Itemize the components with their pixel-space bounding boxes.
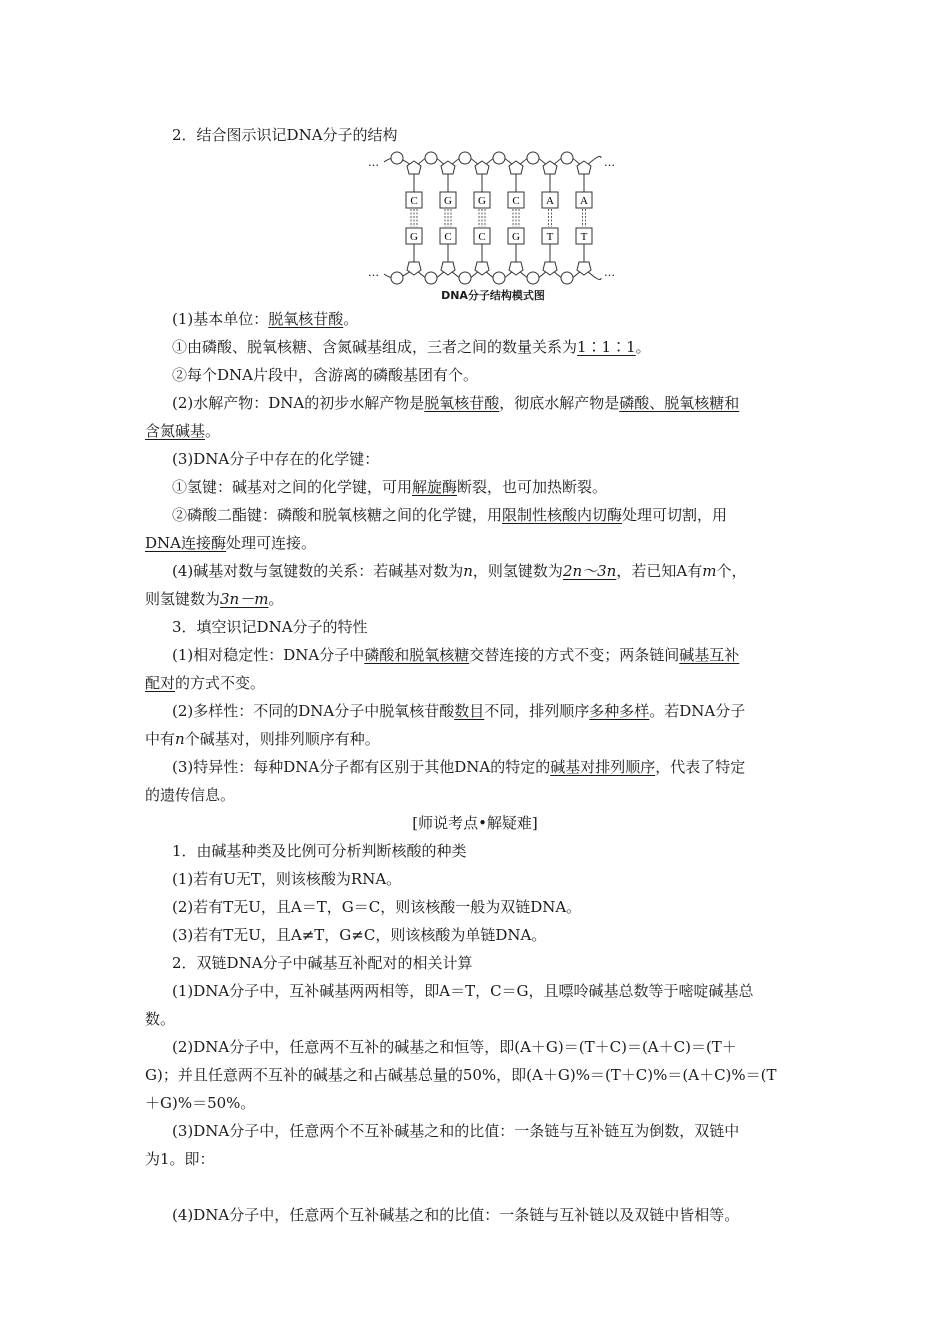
text-line: (1)若有U无T，则该核酸为RNA。	[172, 870, 402, 888]
figure-caption: DNA分子结构模式图	[441, 289, 545, 302]
phosphate-circle	[425, 152, 437, 164]
phosphate-circle	[561, 152, 573, 164]
base-label-top: G	[478, 195, 486, 207]
base-label-top: A	[546, 195, 554, 207]
section-heading-properties: 3．填空识记DNA分子的特性	[172, 618, 368, 636]
text-line: (3)特异性：每种DNA分子都有区别于其他DNA的特定的碱基对排列顺序，代表了特定	[172, 758, 746, 776]
text-line: (2)多样性：不同的DNA分子中脱氧核苷酸数目不同，排列顺序多种多样。若DNA分子	[172, 702, 746, 720]
text-line: (1)相对稳定性：DNA分子中磷酸和脱氧核糖交替连接的方式不变；两条链间碱基互补	[172, 646, 740, 664]
dna-figure-content	[384, 152, 601, 284]
text-line: (4)碱基对数与氢键数的关系：若碱基对数为n，则氢键数为2n～3n，若已知A有m个，	[172, 562, 747, 580]
phosphate-circle	[527, 272, 539, 284]
section-heading: 2．双链DNA分子中碱基互补配对的相关计算	[172, 954, 473, 972]
phosphate-circle	[459, 272, 471, 284]
text-line: 数。	[145, 1010, 176, 1028]
base-label-top: A	[580, 195, 588, 207]
text-line: ＋G)%＝50%。	[145, 1094, 256, 1112]
section-heading-structure: 2．结合图示识记DNA分子的结构	[172, 126, 398, 144]
answer-underlined: DNA连接酶	[145, 534, 226, 552]
dna-structure-diagram	[368, 150, 618, 305]
base-label-bottom: C	[444, 231, 452, 243]
answer-underlined: 限制性核酸内切酶	[502, 506, 623, 524]
text-line: (4)DNA分子中，任意两个互补碱基之和的比值：一条链与互补链以及双链中皆相等。	[172, 1206, 740, 1224]
ellipsis-top-right: …	[604, 156, 615, 169]
answer-underlined: 碱基互补	[679, 646, 740, 664]
base-label-bottom: T	[546, 231, 554, 243]
text-line: ②每个DNA片段中，含游离的磷酸基团有个。	[172, 366, 478, 384]
text-line: DNA连接酶处理可连接。	[145, 534, 316, 552]
phosphate-circle	[561, 272, 573, 284]
text-line: ②磷酸二酯键：磷酸和脱氧核糖之间的化学键，用限制性核酸内切酶处理可切割，用	[172, 506, 728, 524]
answer-underlined: 磷酸、脱氧核糖和	[619, 394, 740, 412]
base-label-top: G	[444, 195, 452, 207]
text-line: G)；并且任意两不互补的碱基之和占碱基总量的50%，即(A＋G)%＝(T＋C)%＝(A＋C)%＝(T	[145, 1066, 777, 1084]
text-line: (3)DNA分子中，任意两个不互补碱基之和的比值：一条链与互补链互为倒数，双链中	[172, 1122, 740, 1140]
ellipsis-bottom-right: …	[604, 266, 615, 279]
text-line: 中有n个碱基对，则排列顺序有种。	[145, 730, 380, 748]
phosphate-circle	[493, 152, 505, 164]
base-label-bottom: G	[410, 231, 418, 243]
answer-underlined: 脱氧核苷酸	[424, 394, 500, 412]
base-label-bottom: C	[478, 231, 486, 243]
phosphate-circle	[425, 272, 437, 284]
text-line: (2)DNA分子中，任意两不互补的碱基之和恒等，即(A＋G)＝(T＋C)＝(A＋C)＝(T＋	[172, 1038, 737, 1056]
phosphate-circle	[391, 152, 403, 164]
text-line: (1)DNA分子中，互补碱基两两相等，即A＝T，C＝G，且嘌呤碱基总数等于嘧啶碱基总	[172, 982, 754, 1000]
text-line: ①氢键：碱基对之间的化学键，可用解旋酶断裂，也可加热断裂。	[172, 478, 608, 496]
base-label-bottom: G	[512, 231, 520, 243]
text-line: ①由磷酸、脱氧核糖、含氮碱基组成，三者之间的数量关系为1∶1∶1。	[172, 338, 651, 356]
base-label-bottom: T	[580, 231, 588, 243]
answer-underlined: 2n～3n	[562, 562, 617, 580]
text-line: (3)DNA分子中存在的化学键：	[172, 450, 380, 468]
text-line: (2)水解产物：DNA的初步水解产物是脱氧核苷酸，彻底水解产物是磷酸、脱氧核糖和	[172, 394, 740, 412]
answer-underlined: 数目	[454, 702, 485, 720]
text-line: (3)若有T无U，且A≠T，G≠C，则该核酸为单链DNA。	[172, 926, 547, 944]
base-label-top: C	[410, 195, 418, 207]
phosphate-circle	[493, 272, 505, 284]
answer-underlined: 解旋酶	[412, 478, 458, 496]
text-line: (2)若有T无U，且A＝T，G＝C，则该核酸一般为双链DNA。	[172, 898, 582, 916]
answer-underlined: 1∶1∶1	[577, 338, 636, 356]
text-line: 为1。即：	[145, 1150, 215, 1168]
answer-underlined: 脱氧核苷酸	[268, 310, 344, 328]
phosphate-circle	[459, 152, 471, 164]
answer-underlined: 磷酸和脱氧核糖	[364, 646, 470, 664]
answer-underlined: 配对	[145, 674, 176, 692]
answer-underlined: 碱基对排列顺序	[550, 758, 656, 776]
answer-underlined: 含氮碱基	[145, 422, 206, 440]
text-line: 含氮碱基。	[145, 422, 221, 440]
text-line: 的遗传信息。	[145, 786, 236, 804]
ellipsis-top-left: …	[368, 156, 379, 169]
answer-underlined: 3n－m	[220, 590, 269, 608]
answer-underlined: 多种多样	[589, 702, 650, 720]
text-line: 配对的方式不变。	[145, 674, 266, 692]
section-heading: 1．由碱基种类及比例可分析判断核酸的种类	[172, 842, 467, 860]
base-label-top: C	[512, 195, 520, 207]
phosphate-circle	[391, 272, 403, 284]
phosphate-circle	[527, 152, 539, 164]
text-line: 则氢键数为3n－m。	[145, 590, 284, 608]
ellipsis-bottom-left: …	[368, 266, 379, 279]
text-line: (1)基本单位：脱氧核苷酸。	[172, 310, 359, 328]
section-banner: [师说考点•解疑难]	[412, 814, 538, 832]
